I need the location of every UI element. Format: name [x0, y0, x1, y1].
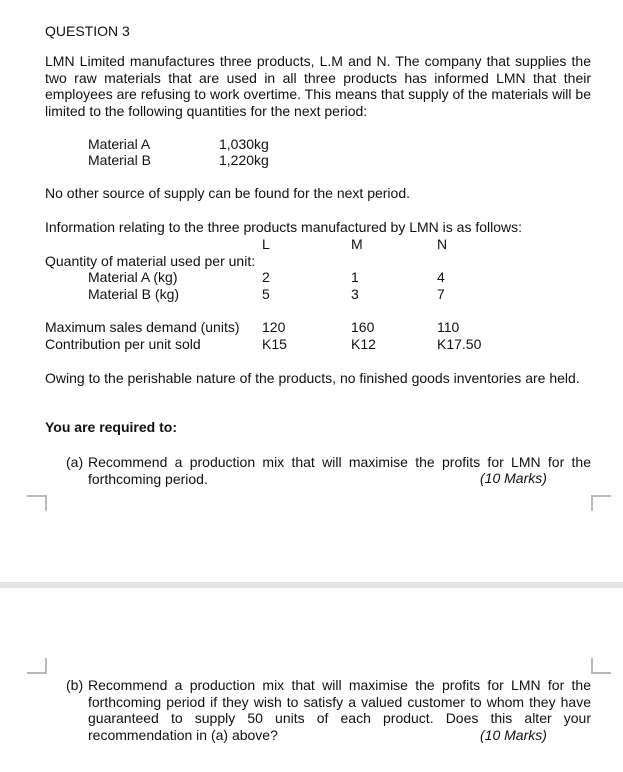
- material-b-name: Material B: [88, 152, 152, 168]
- cell-contribution-l: K15: [262, 336, 287, 352]
- page-corner-mark-bottom-right: [591, 658, 611, 674]
- cell-max-demand-l: 120: [262, 319, 286, 335]
- material-a-qty: 1,030kg: [219, 136, 269, 152]
- part-a-lead: (a): [66, 454, 84, 470]
- cell-material-b-l: 5: [262, 286, 270, 302]
- cell-max-demand-n: 110: [437, 319, 460, 335]
- cell-contribution-m: K12: [351, 336, 376, 352]
- row-label-contribution: Contribution per unit sold: [45, 336, 201, 352]
- row-label-material-b: Material B (kg): [88, 286, 180, 302]
- page-corner-mark-top-right: [591, 495, 611, 511]
- row-label-max-demand: Maximum sales demand (units): [45, 319, 240, 335]
- qty-heading: Quantity of material used per unit:: [45, 253, 256, 269]
- part-b-lead: (b): [66, 677, 84, 693]
- column-header-l: L: [262, 236, 270, 252]
- page-break-separator: [0, 582, 623, 588]
- intro-paragraph: LMN Limited manufactures three products, L.M and N. The company that supplies the two raw materials that are used in all three products has informed LMN that their employees are refusing to work overtime. This means that supply of the materials will be limited to the following quantities for the next period:: [45, 53, 591, 119]
- column-header-m: M: [351, 236, 363, 252]
- part-a-marks: (10 Marks): [480, 470, 547, 486]
- cell-max-demand-m: 160: [351, 319, 375, 335]
- material-b-qty: 1,220kg: [219, 152, 269, 168]
- cell-material-b-n: 7: [437, 286, 445, 302]
- cell-material-a-m: 1: [351, 269, 359, 285]
- cell-material-a-n: 4: [437, 269, 445, 285]
- required-label: You are required to:: [45, 419, 177, 435]
- cell-material-b-m: 3: [351, 286, 359, 302]
- info-intro-text: Information relating to the three products manufactured by LMN is as follows:: [45, 219, 523, 235]
- no-other-source-text: No other source of supply can be found for the next period.: [45, 185, 411, 201]
- part-b-text: Recommend a production mix that will maximise the profits for LMN for the forthcoming period if they wish to satisfy a valued customer to whom they have guaranteed to supply 50 units of each product. Does this alter your recommendation in (a) above?: [88, 677, 591, 743]
- perishable-note: Owing to the perishable nature of the products, no finished goods inventories are held.: [45, 370, 580, 386]
- part-a-text: Recommend a production mix that will maximise the profits for LMN for the forthcoming period.: [88, 454, 591, 487]
- column-header-n: N: [437, 236, 448, 252]
- row-label-material-a: Material A (kg): [88, 269, 178, 285]
- cell-contribution-n: K17.50: [437, 336, 482, 352]
- page-corner-mark-bottom-left: [27, 658, 47, 674]
- cell-material-a-l: 2: [262, 269, 270, 285]
- material-a-name: Material A: [88, 136, 151, 152]
- page-corner-mark-top-left: [27, 495, 47, 511]
- part-b-marks: (10 Marks): [480, 727, 547, 743]
- question-title: QUESTION 3: [45, 23, 130, 39]
